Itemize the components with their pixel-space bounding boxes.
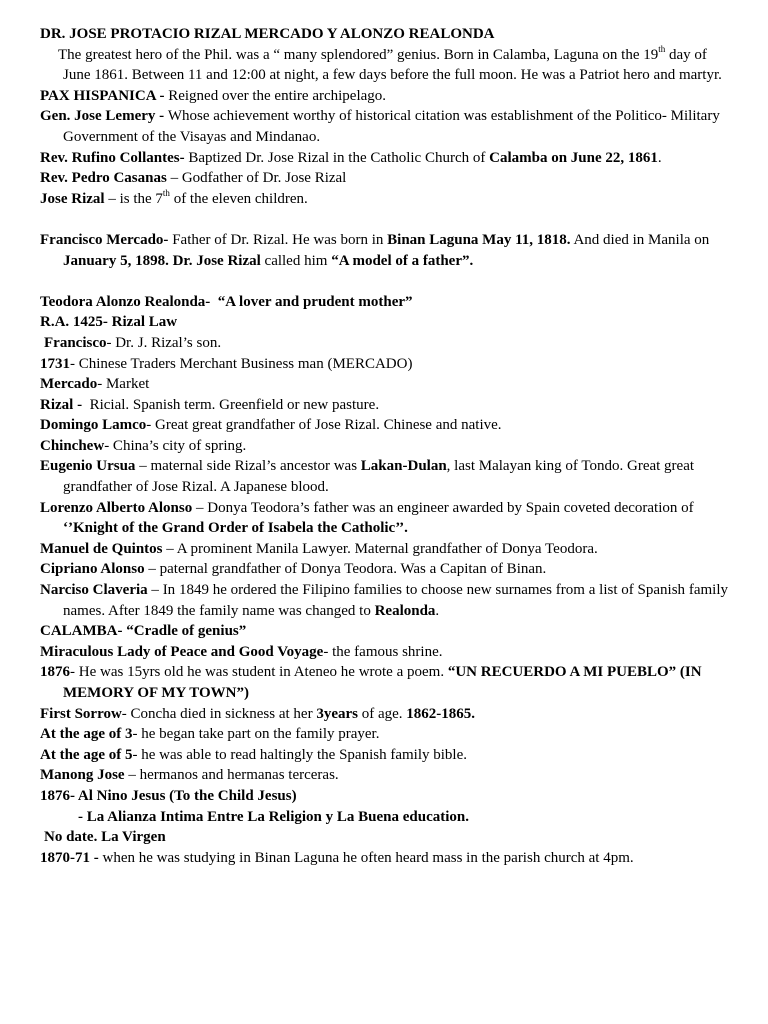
entry-ra-1425: R.A. 1425- Rizal Law bbox=[40, 314, 178, 331]
entry-chinchew: Chinchew- China’s city of spring. bbox=[40, 437, 247, 454]
intro-paragraph: The greatest hero of the Phil. was a “ many splendored” genius. Born in Calamba, Laguna on the 19th day of June 1861. Between 11 and 12:00 at night, a few days before the full moon. He was a Patriot hero and martyr. bbox=[58, 43, 722, 84]
entry-mercado: Mercado- Market bbox=[40, 376, 150, 393]
entry-francisco-son: Francisco- Dr. J. Rizal’s son. bbox=[44, 334, 222, 351]
entry-jose-lemery: Gen. Jose Lemery - Whose achievement worthy of historical citation was establishment of the Politico- Military Government of the Visayas and Mindanao. bbox=[40, 108, 720, 145]
entry-domingo-lamco: Domingo Lamco- Great great grandfather of Jose Rizal. Chinese and native. bbox=[40, 417, 502, 434]
entry-first-sorrow: First Sorrow- Concha died in sickness at her 3years of age. 1862-1865. bbox=[40, 705, 476, 722]
entry-narciso-claveria: Narciso Claveria – In 1849 he ordered the Filipino families to choose new surnames from a list of Spanish family names. After 1849 the family name was changed to Realonda. bbox=[40, 582, 728, 619]
entry-eugenio-ursua: Eugenio Ursua – maternal side Rizal’s ancestor was Lakan-Dulan, last Malayan king of Tondo. Great great grandfather of Jose Rizal. A Japanese blood. bbox=[40, 458, 695, 496]
entry-miraculous-lady: Miraculous Lady of Peace and Good Voyage- the famous shrine. bbox=[40, 643, 443, 660]
entry-1876-poem: 1876- He was 15yrs old he was student in Ateneo he wrote a poem. “UN RECUERDO A MI PUEBLO” (IN MEMORY OF MY TOWN”) bbox=[40, 664, 702, 701]
entry-lorenzo-alonso: Lorenzo Alberto Alonso – Donya Teodora’s father was an engineer awarded by Spain coveted decoration of ‘’Knight of the Grand Order of Isabela the Catholic’’. bbox=[40, 499, 694, 537]
entry-pedro-casanas: Rev. Pedro Casanas – Godfather of Dr. Jose Rizal bbox=[40, 170, 347, 187]
entry-la-alianza-intima: - La Alianza Intima Entre La Religion y La Buena education. bbox=[78, 808, 470, 825]
entry-1870-71: 1870-71 - when he was studying in Binan Laguna he often heard mass in the parish church at 4pm. bbox=[40, 849, 634, 866]
entry-teodora-alonzo: Teodora Alonzo Realonda- “A lover and prudent mother” bbox=[40, 293, 413, 310]
entry-age-5: At the age of 5- he was able to read haltingly the Spanish family bible. bbox=[40, 746, 467, 763]
entry-francisco-mercado: Francisco Mercado- Father of Dr. Rizal. He was born in Binan Laguna May 11, 1818. And died in Manila on January 5, 1898. Dr. Jose Rizal called him “A model of a father”. bbox=[40, 231, 721, 269]
spacer bbox=[40, 271, 728, 292]
entry-pax-hispanica: PAX HISPANICA - Reigned over the entire archipelago. bbox=[40, 87, 387, 104]
entry-manuel-de-quintos: Manuel de Quintos – A prominent Manila Lawyer. Maternal grandfather of Donya Teodora. bbox=[40, 540, 598, 557]
entry-rizal-term: Rizal - Ricial. Spanish term. Greenfield or new pasture. bbox=[40, 396, 380, 413]
entry-age-3: At the age of 3- he began take part on the family prayer. bbox=[40, 726, 380, 743]
document-title: DR. JOSE PROTACIO RIZAL MERCADO Y ALONZO REALONDA bbox=[40, 26, 495, 42]
entry-cipriano-alonso: Cipriano Alonso – paternal grandfather of Donya Teodora. Was a Capitan of Binan. bbox=[40, 561, 547, 578]
entry-manong-jose: Manong Jose – hermanos and hermanas terceras. bbox=[40, 767, 339, 784]
entry-rufino-collantes: Rev. Rufino Collantes- Baptized Dr. Jose Rizal in the Catholic Church of Calamba on June 22, 1861. bbox=[40, 149, 662, 166]
spacer bbox=[40, 209, 728, 230]
entry-no-date-la-virgen: No date. La Virgen bbox=[44, 829, 166, 846]
entry-1731: 1731- Chinese Traders Merchant Business man (MERCADO) bbox=[40, 355, 413, 372]
entry-calamba: CALAMBA- “Cradle of genius” bbox=[40, 623, 247, 640]
entry-1876-al-nino-jesus: 1876- Al Nino Jesus (To the Child Jesus) bbox=[40, 787, 297, 804]
entry-jose-rizal: Jose Rizal – is the 7th of the eleven children. bbox=[40, 187, 308, 207]
